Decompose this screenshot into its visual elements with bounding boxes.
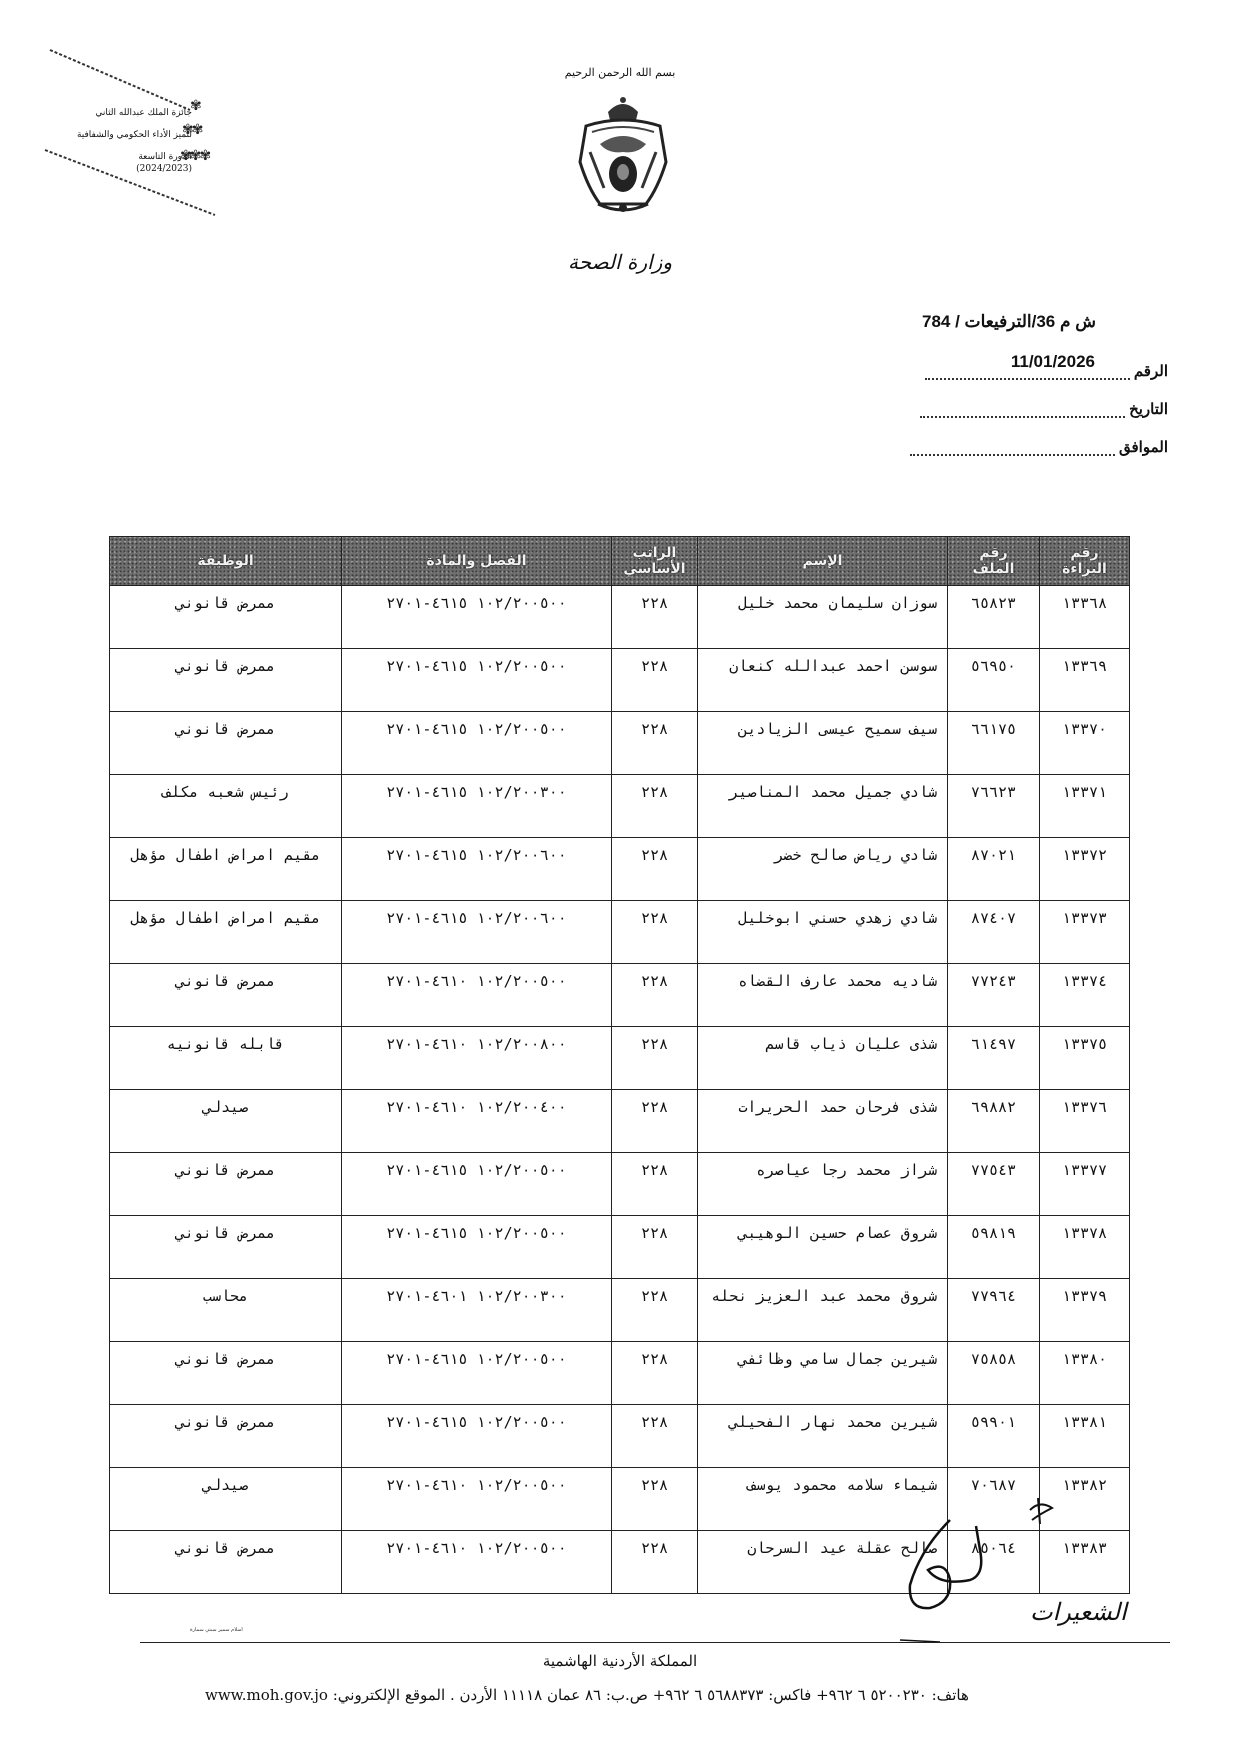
name-cell: شيرين محمد نهار الفحيلي: [698, 1405, 948, 1468]
name-cell: صالح عقلة عيد السرحان: [698, 1531, 948, 1594]
table-row: [110, 775, 1130, 838]
name-cell: شادي جميل محمد المناصير: [698, 775, 948, 838]
seq-cell: ١٣٣٧٤: [1040, 964, 1130, 1027]
section-cell: ١٠٢/٢٠٠٥٠٠ ٤٦١٥-٢٧٠١: [342, 649, 612, 712]
date-field: [920, 400, 1168, 418]
salary-cell: ٢٢٨: [612, 964, 698, 1027]
section-cell: ١٠٢/٢٠٠٥٠٠ ٤٦١٠-٢٧٠١: [342, 1531, 612, 1594]
section-cell: ١٠٢/٢٠٠٥٠٠ ٤٦١٥-٢٧٠١: [342, 1153, 612, 1216]
file-number-cell: ٦٩٨٨٢: [948, 1090, 1040, 1153]
salary-cell: ٢٢٨: [612, 1279, 698, 1342]
star-icon: ✾✾✾: [180, 148, 210, 164]
header-section: الفصل والمادة: [342, 537, 612, 586]
seq-cell: ١٣٣٦٨: [1040, 586, 1130, 649]
job-cell: مقيم امراض اطفال مؤهل: [110, 838, 342, 901]
dotted-line: [925, 368, 1130, 380]
header-seq: رقم البراءة: [1040, 537, 1130, 586]
award-line-4: (2024/2023): [136, 164, 192, 174]
job-cell: ممرض قانوني: [110, 1405, 342, 1468]
signature-mark: [880, 1490, 1100, 1650]
section-cell: ١٠٢/٢٠٠٥٠٠ ٤٦١٥-٢٧٠١: [342, 1342, 612, 1405]
file-number-cell: ٧٥٨٥٨: [948, 1342, 1040, 1405]
header-salary: الراتب الأساسي: [612, 537, 698, 586]
header-emp: رقم الملف: [948, 537, 1040, 586]
table-row: [110, 712, 1130, 775]
seq-cell: ١٣٣٧٨: [1040, 1216, 1130, 1279]
seq-cell: ١٣٣٦٩: [1040, 649, 1130, 712]
table-row: [110, 586, 1130, 649]
seq-cell: ١٣٣٧٢: [1040, 838, 1130, 901]
salary-cell: ٢٢٨: [612, 1027, 698, 1090]
file-number-cell: ٨٥٠٦٤: [948, 1531, 1040, 1594]
file-number-cell: ٦٦١٧٥: [948, 712, 1040, 775]
file-number-cell: ٨٧٤٠٧: [948, 901, 1040, 964]
section-cell: ١٠٢/٢٠٠٣٠٠ ٤٦٠١-٢٧٠١: [342, 1279, 612, 1342]
salary-cell: ٢٢٨: [612, 1216, 698, 1279]
table-row: [110, 1216, 1130, 1279]
number-field: [925, 362, 1168, 380]
table-row: [110, 1027, 1130, 1090]
name-cell: سوسن احمد عبدالله كنعان: [698, 649, 948, 712]
section-cell: ١٠٢/٢٠٠٥٠٠ ٤٦١٥-٢٧٠١: [342, 586, 612, 649]
corresponding-label: الموافق: [1118, 438, 1168, 456]
seq-cell: ١٣٣٧٦: [1040, 1090, 1130, 1153]
award-stamp: [70, 90, 240, 195]
typist-note: اسلام سمير سبتي سمارة: [190, 1627, 243, 1633]
section-cell: ١٠٢/٢٠٠٥٠٠ ٤٦١٥-٢٧٠١: [342, 1216, 612, 1279]
name-cell: شادي رياض صالح خضر: [698, 838, 948, 901]
file-number-cell: ٧٦٦٢٣: [948, 775, 1040, 838]
award-line-3: الدورة التاسعة: [138, 152, 192, 162]
seq-cell: ١٣٣٧٩: [1040, 1279, 1130, 1342]
name-cell: شيماء سلامه محمود يوسف: [698, 1468, 948, 1531]
kingdom-name: المملكة الأردنية الهاشمية: [542, 1652, 698, 1670]
section-cell: ١٠٢/٢٠٠٥٠٠ ٤٦١٥-٢٧٠١: [342, 1405, 612, 1468]
file-number-cell: ٦٥٨٢٣: [948, 586, 1040, 649]
seq-cell: ١٣٣٧٧: [1040, 1153, 1130, 1216]
footer-divider: [140, 1642, 1170, 1643]
salary-cell: ٢٢٨: [612, 1405, 698, 1468]
job-cell: ممرض قانوني: [110, 1216, 342, 1279]
job-cell: رئيس شعبه مكلف: [110, 775, 342, 838]
name-cell: سيف سميح عيسى الزيادين: [698, 712, 948, 775]
name-cell: شروق عصام حسين الوهيبي: [698, 1216, 948, 1279]
table-row: [110, 1405, 1130, 1468]
file-number-cell: ٨٧٠٢١: [948, 838, 1040, 901]
salary-cell: ٢٢٨: [612, 1468, 698, 1531]
job-cell: صيدلي: [110, 1090, 342, 1153]
salary-cell: ٢٢٨: [612, 586, 698, 649]
signature-name: الشعيرات: [1030, 1598, 1127, 1626]
salary-cell: ٢٢٨: [612, 649, 698, 712]
table-row: [110, 649, 1130, 712]
date-label: التاريخ: [1129, 400, 1168, 418]
salary-cell: ٢٢٨: [612, 1342, 698, 1405]
header-job: الوظيفة: [110, 537, 342, 586]
dotted-line: [920, 406, 1125, 418]
award-line-2: لتميز الأداء الحكومي والشفافية: [76, 130, 192, 140]
seq-cell: ١٣٣٨١: [1040, 1405, 1130, 1468]
file-number-cell: ٥٦٩٥٠: [948, 649, 1040, 712]
file-number-cell: ٧٠٦٨٧: [948, 1468, 1040, 1531]
salary-cell: ٢٢٨: [612, 838, 698, 901]
salary-cell: ٢٢٨: [612, 1153, 698, 1216]
table-row: [110, 1279, 1130, 1342]
stamp-border-top: [45, 45, 195, 115]
section-cell: ١٠٢/٢٠٠٥٠٠ ٤٦١٥-٢٧٠١: [342, 712, 612, 775]
star-icon: ✾: [190, 98, 200, 114]
reference-number: ش م 36/الترفيعات / 784: [922, 312, 1096, 331]
table-row: [110, 838, 1130, 901]
salary-cell: ٢٢٨: [612, 712, 698, 775]
section-cell: ١٠٢/٢٠٠٦٠٠ ٤٦١٥-٢٧٠١: [342, 901, 612, 964]
section-cell: ١٠٢/٢٠٠٤٠٠ ٤٦١٠-٢٧٠١: [342, 1090, 612, 1153]
seq-cell: ١٣٣٧١: [1040, 775, 1130, 838]
basmala: بسم الله الرحمن الرحيم: [564, 66, 676, 79]
section-cell: ١٠٢/٢٠٠٦٠٠ ٤٦١٥-٢٧٠١: [342, 838, 612, 901]
table-header-row: [110, 537, 1130, 586]
job-cell: ممرض قانوني: [110, 649, 342, 712]
table-row: [110, 1090, 1130, 1153]
table-row: [110, 901, 1130, 964]
file-number-cell: ٧٧٩٦٤: [948, 1279, 1040, 1342]
job-cell: ممرض قانوني: [110, 712, 342, 775]
coat-of-arms-icon: [568, 92, 678, 222]
file-number-cell: ٥٩٩٠١: [948, 1405, 1040, 1468]
dotted-line: [910, 444, 1115, 456]
name-cell: شاديه محمد عارف القضاه: [698, 964, 948, 1027]
name-cell: شيرين جمال سامي وظائفي: [698, 1342, 948, 1405]
name-cell: شذى فرحان حمد الحريرات: [698, 1090, 948, 1153]
name-cell: سوزان سليمان محمد خليل: [698, 586, 948, 649]
section-cell: ١٠٢/٢٠٠٥٠٠ ٤٦١٠-٢٧٠١: [342, 1468, 612, 1531]
job-cell: ممرض قانوني: [110, 1342, 342, 1405]
job-cell: مقيم امراض اطفال مؤهل: [110, 901, 342, 964]
name-cell: شادي زهدي حسني ابوخليل: [698, 901, 948, 964]
file-number-cell: ٥٩٨١٩: [948, 1216, 1040, 1279]
promotions-table: [109, 536, 1130, 1594]
seq-cell: ١٣٣٧٥: [1040, 1027, 1130, 1090]
contact-info: هاتف: ٥٢٠٠٢٣٠ ٦ ٩٦٢+ فاكس: ٥٦٨٨٣٧٣ ٦ ٩٦٢+ ص.ب: ٨٦ عمان ١١١١٨ الأردن . الموقع الإلكتروني: www.moh.gov.jo: [205, 1686, 969, 1704]
job-cell: صيدلي: [110, 1468, 342, 1531]
salary-cell: ٢٢٨: [612, 775, 698, 838]
header-name: الإسم: [698, 537, 948, 586]
section-cell: ١٠٢/٢٠٠٣٠٠ ٤٦١٥-٢٧٠١: [342, 775, 612, 838]
table-row: [110, 964, 1130, 1027]
table-row: [110, 1342, 1130, 1405]
salary-cell: ٢٢٨: [612, 1531, 698, 1594]
job-cell: ممرض قانوني: [110, 1153, 342, 1216]
file-number-cell: ٦١٤٩٧: [948, 1027, 1040, 1090]
file-number-cell: ٧٧٥٤٣: [948, 1153, 1040, 1216]
number-label: الرقم: [1133, 362, 1168, 380]
job-cell: ممرض قانوني: [110, 964, 342, 1027]
star-icon: ✾✾: [182, 122, 202, 138]
award-line-1: جائزة الملك عبدالله الثاني: [95, 108, 192, 118]
section-cell: ١٠٢/٢٠٠٥٠٠ ٤٦١٠-٢٧٠١: [342, 964, 612, 1027]
section-cell: ١٠٢/٢٠٠٨٠٠ ٤٦١٠-٢٧٠١: [342, 1027, 612, 1090]
name-cell: شروق محمد عبد العزيز نحله: [698, 1279, 948, 1342]
seq-cell: ١٣٣٨٣: [1040, 1531, 1130, 1594]
job-cell: ممرض قانوني: [110, 586, 342, 649]
seq-cell: ١٣٣٨٢: [1040, 1468, 1130, 1531]
seq-cell: ١٣٣٧٠: [1040, 712, 1130, 775]
salary-cell: ٢٢٨: [612, 901, 698, 964]
file-number-cell: ٧٧٢٤٣: [948, 964, 1040, 1027]
job-cell: قابله قانونيه: [110, 1027, 342, 1090]
name-cell: شراز محمد رجا عياصره: [698, 1153, 948, 1216]
salary-cell: ٢٢٨: [612, 1090, 698, 1153]
seq-cell: ١٣٣٧٣: [1040, 901, 1130, 964]
name-cell: شذى عليان ذياب قاسم: [698, 1027, 948, 1090]
job-cell: ممرض قانوني: [110, 1531, 342, 1594]
ministry-name: وزارة الصحة: [568, 250, 672, 274]
seq-cell: ١٣٣٨٠: [1040, 1342, 1130, 1405]
date-value: 11/01/2026: [1010, 352, 1095, 371]
job-cell: محاسب: [110, 1279, 342, 1342]
table-row: [110, 1153, 1130, 1216]
corresponding-field: [910, 438, 1168, 456]
